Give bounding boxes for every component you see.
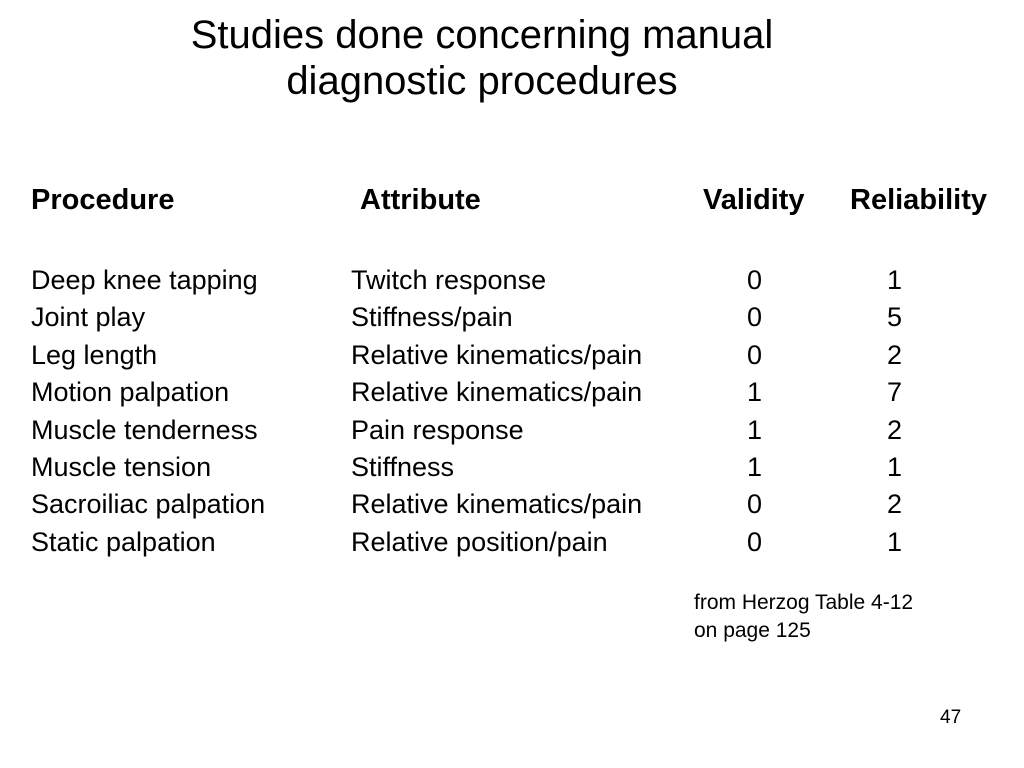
procedures-table bbox=[0, 262, 1024, 561]
cell-validity: 0 bbox=[747, 526, 763, 557]
cell-attribute: Twitch response bbox=[351, 265, 547, 295]
cell-procedure: Joint play bbox=[31, 302, 146, 333]
cell-procedure: Deep knee tapping bbox=[31, 265, 258, 295]
page-number: 47 bbox=[940, 707, 962, 728]
header-procedure: Procedure bbox=[31, 184, 175, 216]
cell-validity: 1 bbox=[747, 414, 763, 445]
table-row bbox=[0, 412, 1024, 449]
table-row bbox=[0, 374, 1024, 411]
cell-attribute: Relative kinematics/pain bbox=[351, 377, 643, 408]
cell-procedure: Sacroiliac palpation bbox=[31, 489, 266, 520]
header-reliability: Reliability bbox=[850, 184, 987, 216]
slide-title bbox=[0, 12, 964, 104]
cell-validity: 1 bbox=[747, 377, 763, 408]
table-row bbox=[0, 524, 1024, 561]
cell-reliability: 5 bbox=[887, 302, 903, 333]
table-row bbox=[0, 262, 1024, 299]
cell-procedure: Static palpation bbox=[31, 526, 216, 557]
cell-procedure: Motion palpation bbox=[31, 377, 230, 408]
cell-reliability: 1 bbox=[887, 451, 903, 482]
cell-reliability: 7 bbox=[887, 377, 903, 408]
table-row bbox=[0, 486, 1024, 523]
cell-attribute: Relative position/pain bbox=[351, 526, 608, 557]
table-row bbox=[0, 449, 1024, 486]
cell-validity: 1 bbox=[747, 451, 763, 482]
cell-reliability: 2 bbox=[887, 414, 903, 445]
cell-reliability: 2 bbox=[887, 339, 903, 370]
source-citation bbox=[694, 589, 913, 645]
table-row bbox=[0, 337, 1024, 374]
cell-attribute: Relative kinematics/pain bbox=[351, 339, 643, 370]
cell-reliability: 1 bbox=[887, 265, 903, 295]
slide-title-line-1: Studies done concerning manual bbox=[190, 13, 774, 57]
cell-reliability: 2 bbox=[887, 489, 903, 520]
header-attribute: Attribute bbox=[360, 184, 481, 216]
cell-procedure: Muscle tension bbox=[31, 451, 212, 482]
cell-procedure: Muscle tenderness bbox=[31, 414, 258, 445]
table-row bbox=[0, 299, 1024, 336]
cell-procedure: Leg length bbox=[31, 339, 158, 370]
cell-attribute: Stiffness bbox=[351, 451, 455, 482]
header-validity: Validity bbox=[703, 184, 805, 216]
cell-validity: 0 bbox=[747, 339, 763, 370]
source-line-1: from Herzog Table 4-12 bbox=[694, 591, 914, 614]
cell-validity: 0 bbox=[747, 302, 763, 333]
cell-validity: 0 bbox=[747, 265, 763, 295]
source-line-2: on page 125 bbox=[694, 619, 811, 642]
cell-attribute: Relative kinematics/pain bbox=[351, 489, 643, 520]
cell-attribute: Stiffness/pain bbox=[351, 302, 513, 333]
cell-validity: 0 bbox=[747, 489, 763, 520]
cell-attribute: Pain response bbox=[351, 414, 524, 445]
cell-reliability: 1 bbox=[887, 526, 903, 557]
slide-title-line-2: diagnostic procedures bbox=[286, 59, 678, 103]
